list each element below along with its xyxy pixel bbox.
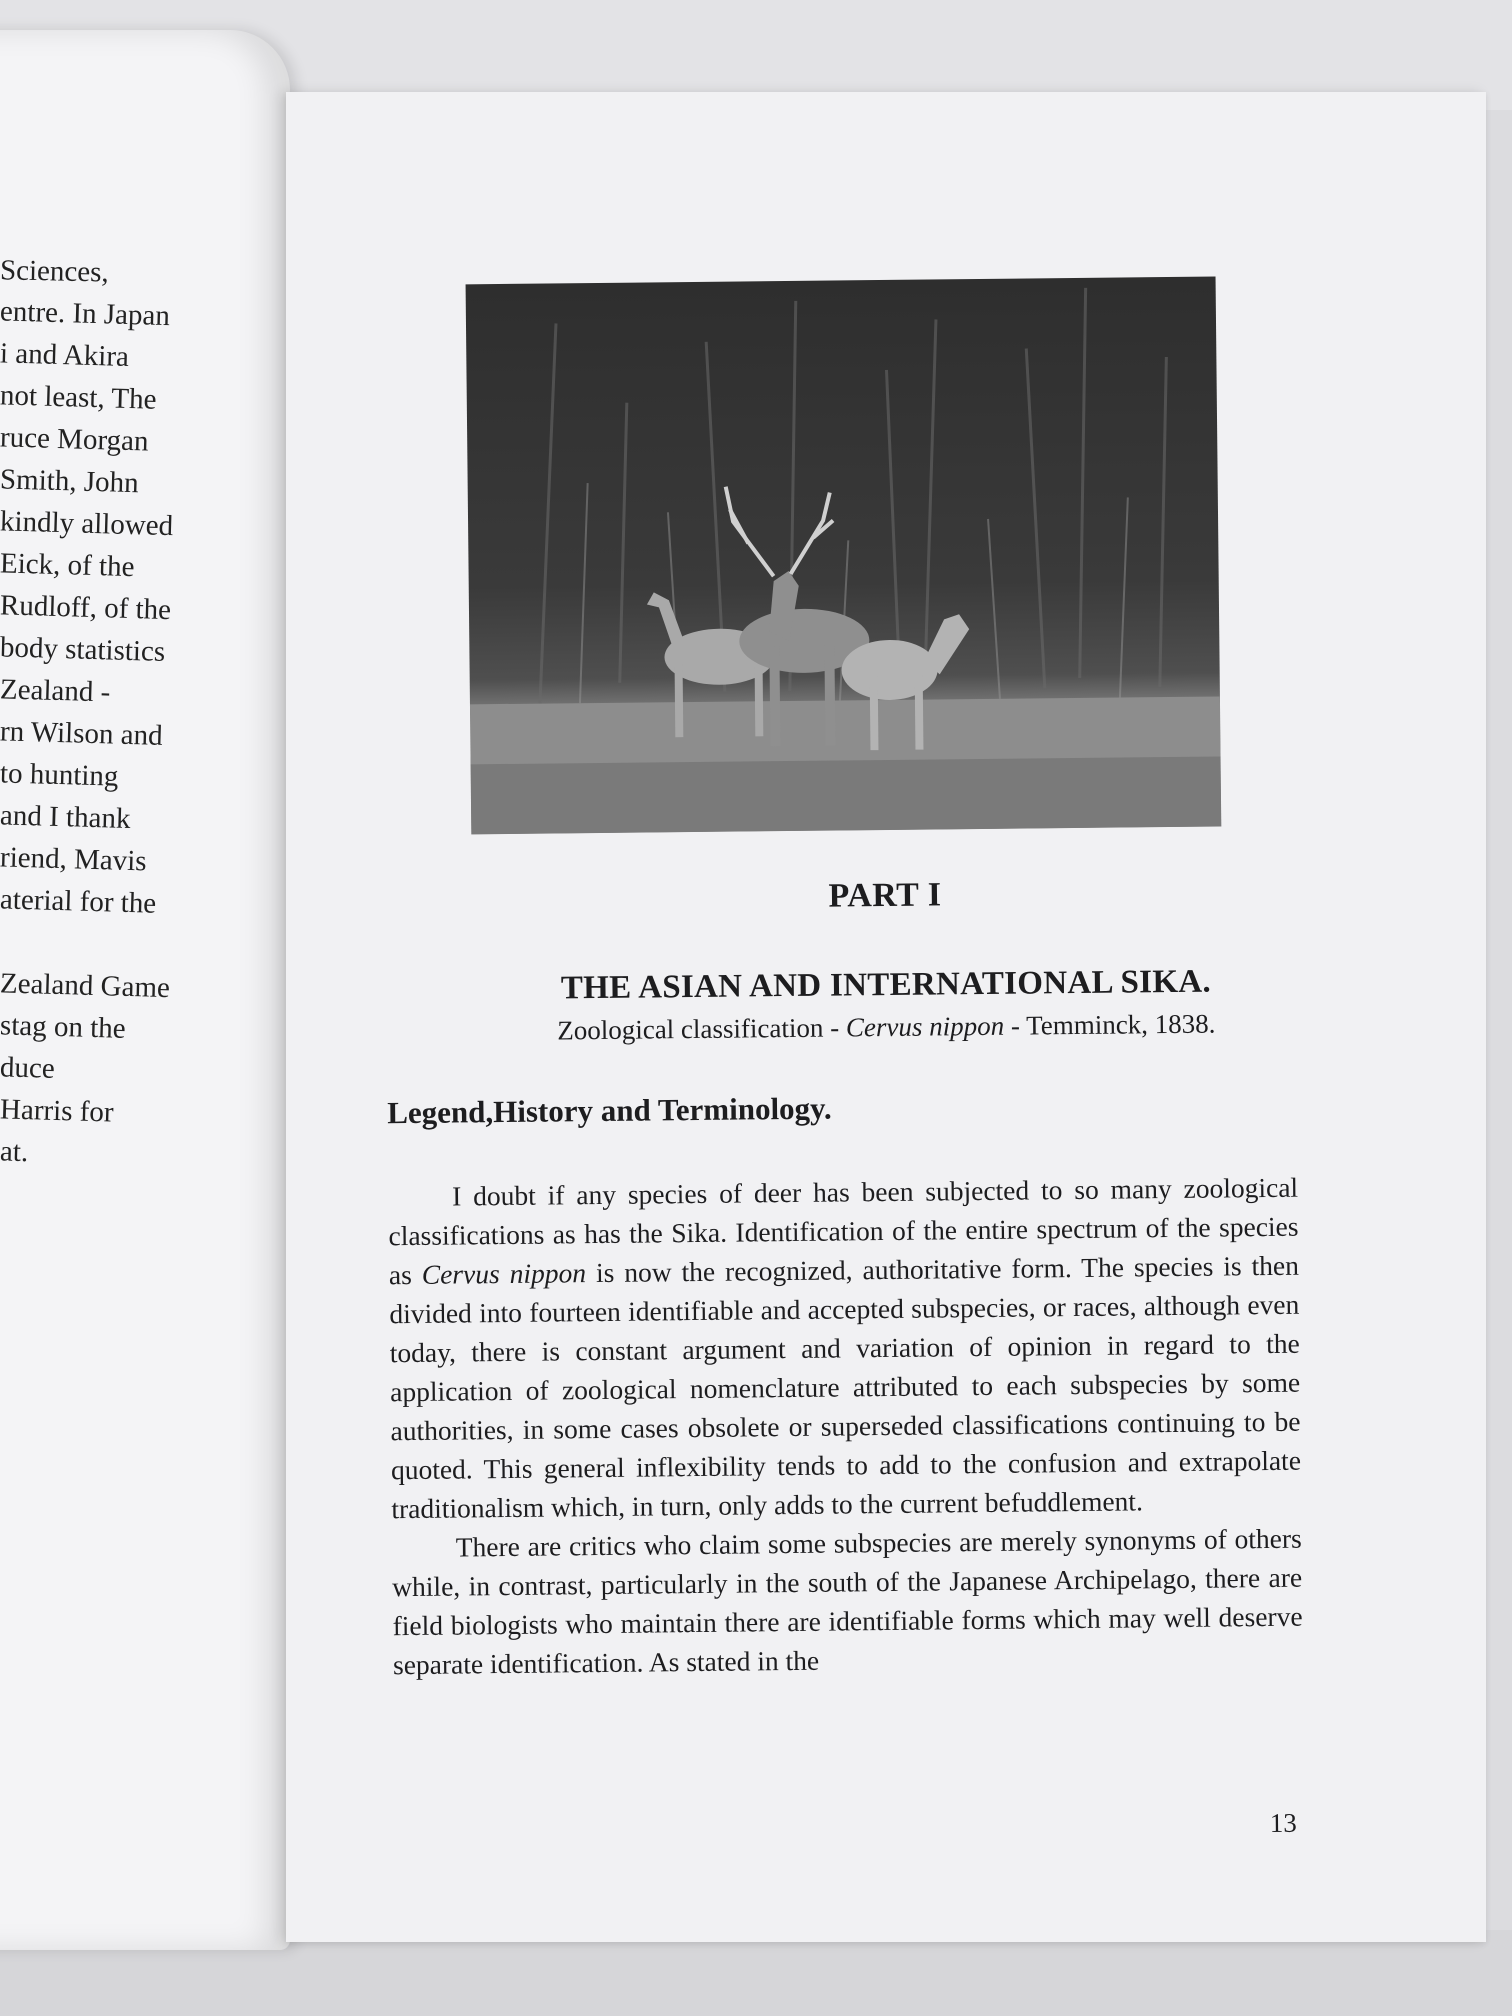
left-page-line: Harris for xyxy=(0,1093,115,1129)
left-page-line: Sciences, xyxy=(0,254,110,289)
page-number: 13 xyxy=(1269,1807,1297,1839)
left-page-line: Zealand Game xyxy=(0,967,171,1005)
left-page-line xyxy=(0,920,261,969)
left-page-line: at. xyxy=(0,1135,29,1169)
part-title: PART I xyxy=(828,876,942,915)
left-page-line: not least, The xyxy=(0,379,157,416)
classification-suffix: - Temminck, 1838. xyxy=(1003,1008,1216,1041)
sika-deer-photo xyxy=(466,277,1222,835)
stag-antlers xyxy=(726,486,834,577)
left-page-line: ruce Morgan xyxy=(0,421,149,458)
left-page-line: rn Wilson and xyxy=(0,715,164,752)
left-page-text xyxy=(0,252,260,1176)
left-page-line: riend, Mavis xyxy=(0,841,148,878)
left-page-line: duce xyxy=(0,1051,56,1085)
deer-illustration xyxy=(466,277,1222,835)
paragraph-1-part-1: I doubt if any species of deer has been subjected to so many zoological classifications as has the Sika. Identification of the entire spectrum of the species as xyxy=(388,1171,1299,1291)
left-page-line: Smith, John xyxy=(0,463,140,500)
paragraph-1 xyxy=(388,1168,1302,1529)
section-heading: Legend,History and Terminology. xyxy=(387,1090,832,1131)
classification-prefix: Zoological classification - xyxy=(557,1012,847,1046)
left-page-line: body statistics xyxy=(0,631,166,668)
right-page xyxy=(286,92,1486,1942)
left-page-line: and I thank xyxy=(0,799,131,836)
left-page-line: Rudloff, of the xyxy=(0,589,172,627)
chapter-title: THE ASIAN AND INTERNATIONAL SIKA. xyxy=(560,963,1212,1007)
left-page-line: entre. In Japan xyxy=(0,295,171,333)
left-page-line: Zealand - xyxy=(0,673,111,709)
left-page-line: i and Akira xyxy=(0,337,130,373)
right-page-content xyxy=(277,86,1496,1948)
left-page-line: stag on the xyxy=(0,1009,127,1045)
left-page-line: to hunting xyxy=(0,757,119,793)
left-page-line: Eick, of the xyxy=(0,547,135,584)
zoological-classification xyxy=(286,1006,1486,1050)
body-text xyxy=(388,1168,1303,1685)
paragraph-2: There are critics who claim some subspecies are merely synonyms of others while, in contrast, particularly in the south of the Japanese Archipelago, there are field biologists who maintain there are identifiable forms which may well deserve separate identification. As stated in the xyxy=(392,1522,1303,1681)
left-page-line: kindly allowed xyxy=(0,505,174,543)
paragraph-1-part-2: is now the recognized, authoritative form. The species is then divided into fourteen identifiable and accepted subspecies, or races, although even today, there is constant argument and variation of opinion in regard to the application of zoological nomenclature attributed to each subspecies by some authorities, in some cases obsolete or superseded classifications continuing to be quoted. This general inflexibility tends to add to the confusion and extrapolate traditionalism which, in turn, only adds to the current befuddlement. xyxy=(389,1249,1302,1525)
left-page-line: aterial for the xyxy=(0,883,157,920)
left-page xyxy=(0,30,290,1950)
paragraph-1-scientific-name: Cervus nippon xyxy=(421,1257,587,1290)
classification-scientific-name: Cervus nippon xyxy=(845,1010,1005,1043)
